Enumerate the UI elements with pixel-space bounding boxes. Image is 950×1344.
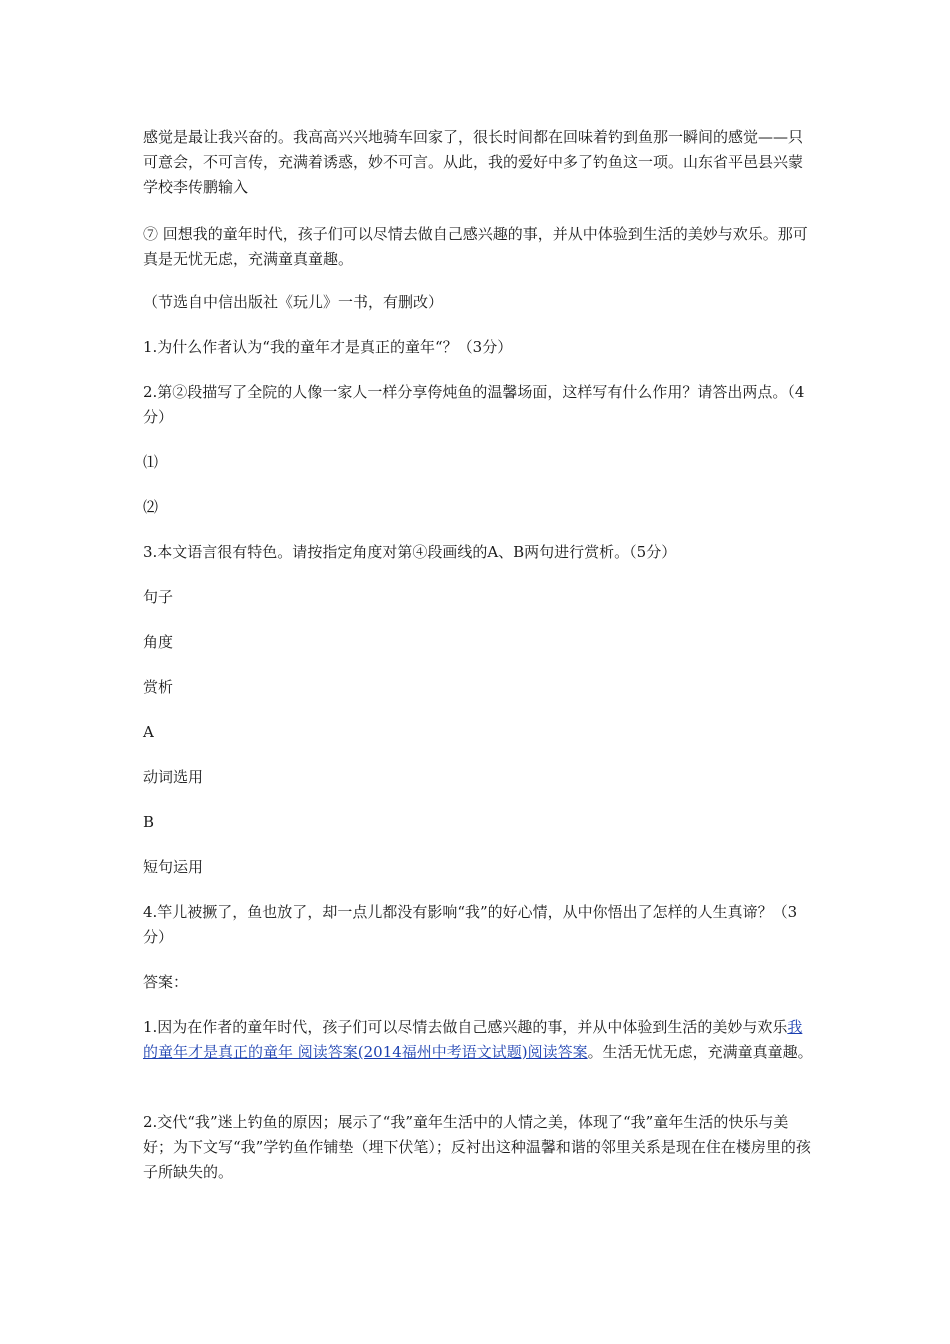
answer-source-link[interactable]: 我的童年才是真正的童年 阅读答案(2014福州中考语文试题)阅读答案 bbox=[143, 1018, 803, 1061]
table-row-a-label: A bbox=[143, 723, 154, 741]
table-row-b-angle: 短句运用 bbox=[143, 858, 204, 876]
source-note: （节选自中信出版社《玩儿》一书，有删改） bbox=[143, 293, 444, 311]
question-2-blank-2: ⑵ bbox=[143, 498, 159, 516]
answer-1-tail: 。生活无忧无虑，充满童真童趣。 bbox=[587, 1043, 813, 1061]
paragraph-6-ending: 感觉是最让我兴奋的。我高高兴兴地骑车回家了，很长时间都在回味着钓到鱼那一瞬间的感觉——只可意会，不可言传，充满着诱惑，妙不可言。从此，我的爱好中多了钓鱼这一项。山东省平邑县兴蒙学校李传鹏输入 bbox=[143, 128, 804, 196]
table-header-analysis: 赏析 bbox=[143, 678, 174, 696]
question-1: 1.为什么作者认为“我的童年才是真正的童年“？（3分） bbox=[143, 338, 513, 356]
answer-1-text: 1.因为在作者的童年时代，孩子们可以尽情去做自己感兴趣的事，并从中体验到生活的美妙与欢乐 bbox=[143, 1018, 788, 1036]
table-row-a-angle: 动词选用 bbox=[143, 768, 204, 786]
question-2: 2.第②段描写了全院的人像一家人一样分享侉炖鱼的温馨场面，这样写有什么作用？请答出两点。（4分） bbox=[143, 383, 805, 426]
answers-heading: 答案： bbox=[143, 973, 189, 991]
table-header-angle: 角度 bbox=[143, 633, 174, 651]
answer-2: 2.交代“我”迷上钓鱼的原因；展示了“我”童年生活中的人情之美，体现了“我”童年生活的快乐与美好；为下文写“我”学钓鱼作铺垫（埋下伏笔）；反衬出这种温馨和谐的邻里关系是现在住在楼房里的孩子所缺失的。 bbox=[143, 1113, 811, 1181]
question-4: 4.竿儿被撅了，鱼也放了，却一点儿都没有影响“我”的好心情，从中你悟出了怎样的人生真谛？（3分） bbox=[143, 903, 798, 946]
paragraph-7: ⑦ 回想我的童年时代，孩子们可以尽情去做自己感兴趣的事，并从中体验到生活的美妙与欢乐。那可真是无忧无虑，充满童真童趣。 bbox=[143, 225, 808, 268]
table-header-sentence: 句子 bbox=[143, 588, 174, 606]
question-3: 3.本文语言很有特色。请按指定角度对第④段画线的A、B两句进行赏析。（5分） bbox=[143, 543, 677, 561]
table-row-b-label: B bbox=[143, 813, 155, 831]
question-2-blank-1: ⑴ bbox=[143, 453, 159, 471]
answer-1 bbox=[143, 1015, 813, 1065]
